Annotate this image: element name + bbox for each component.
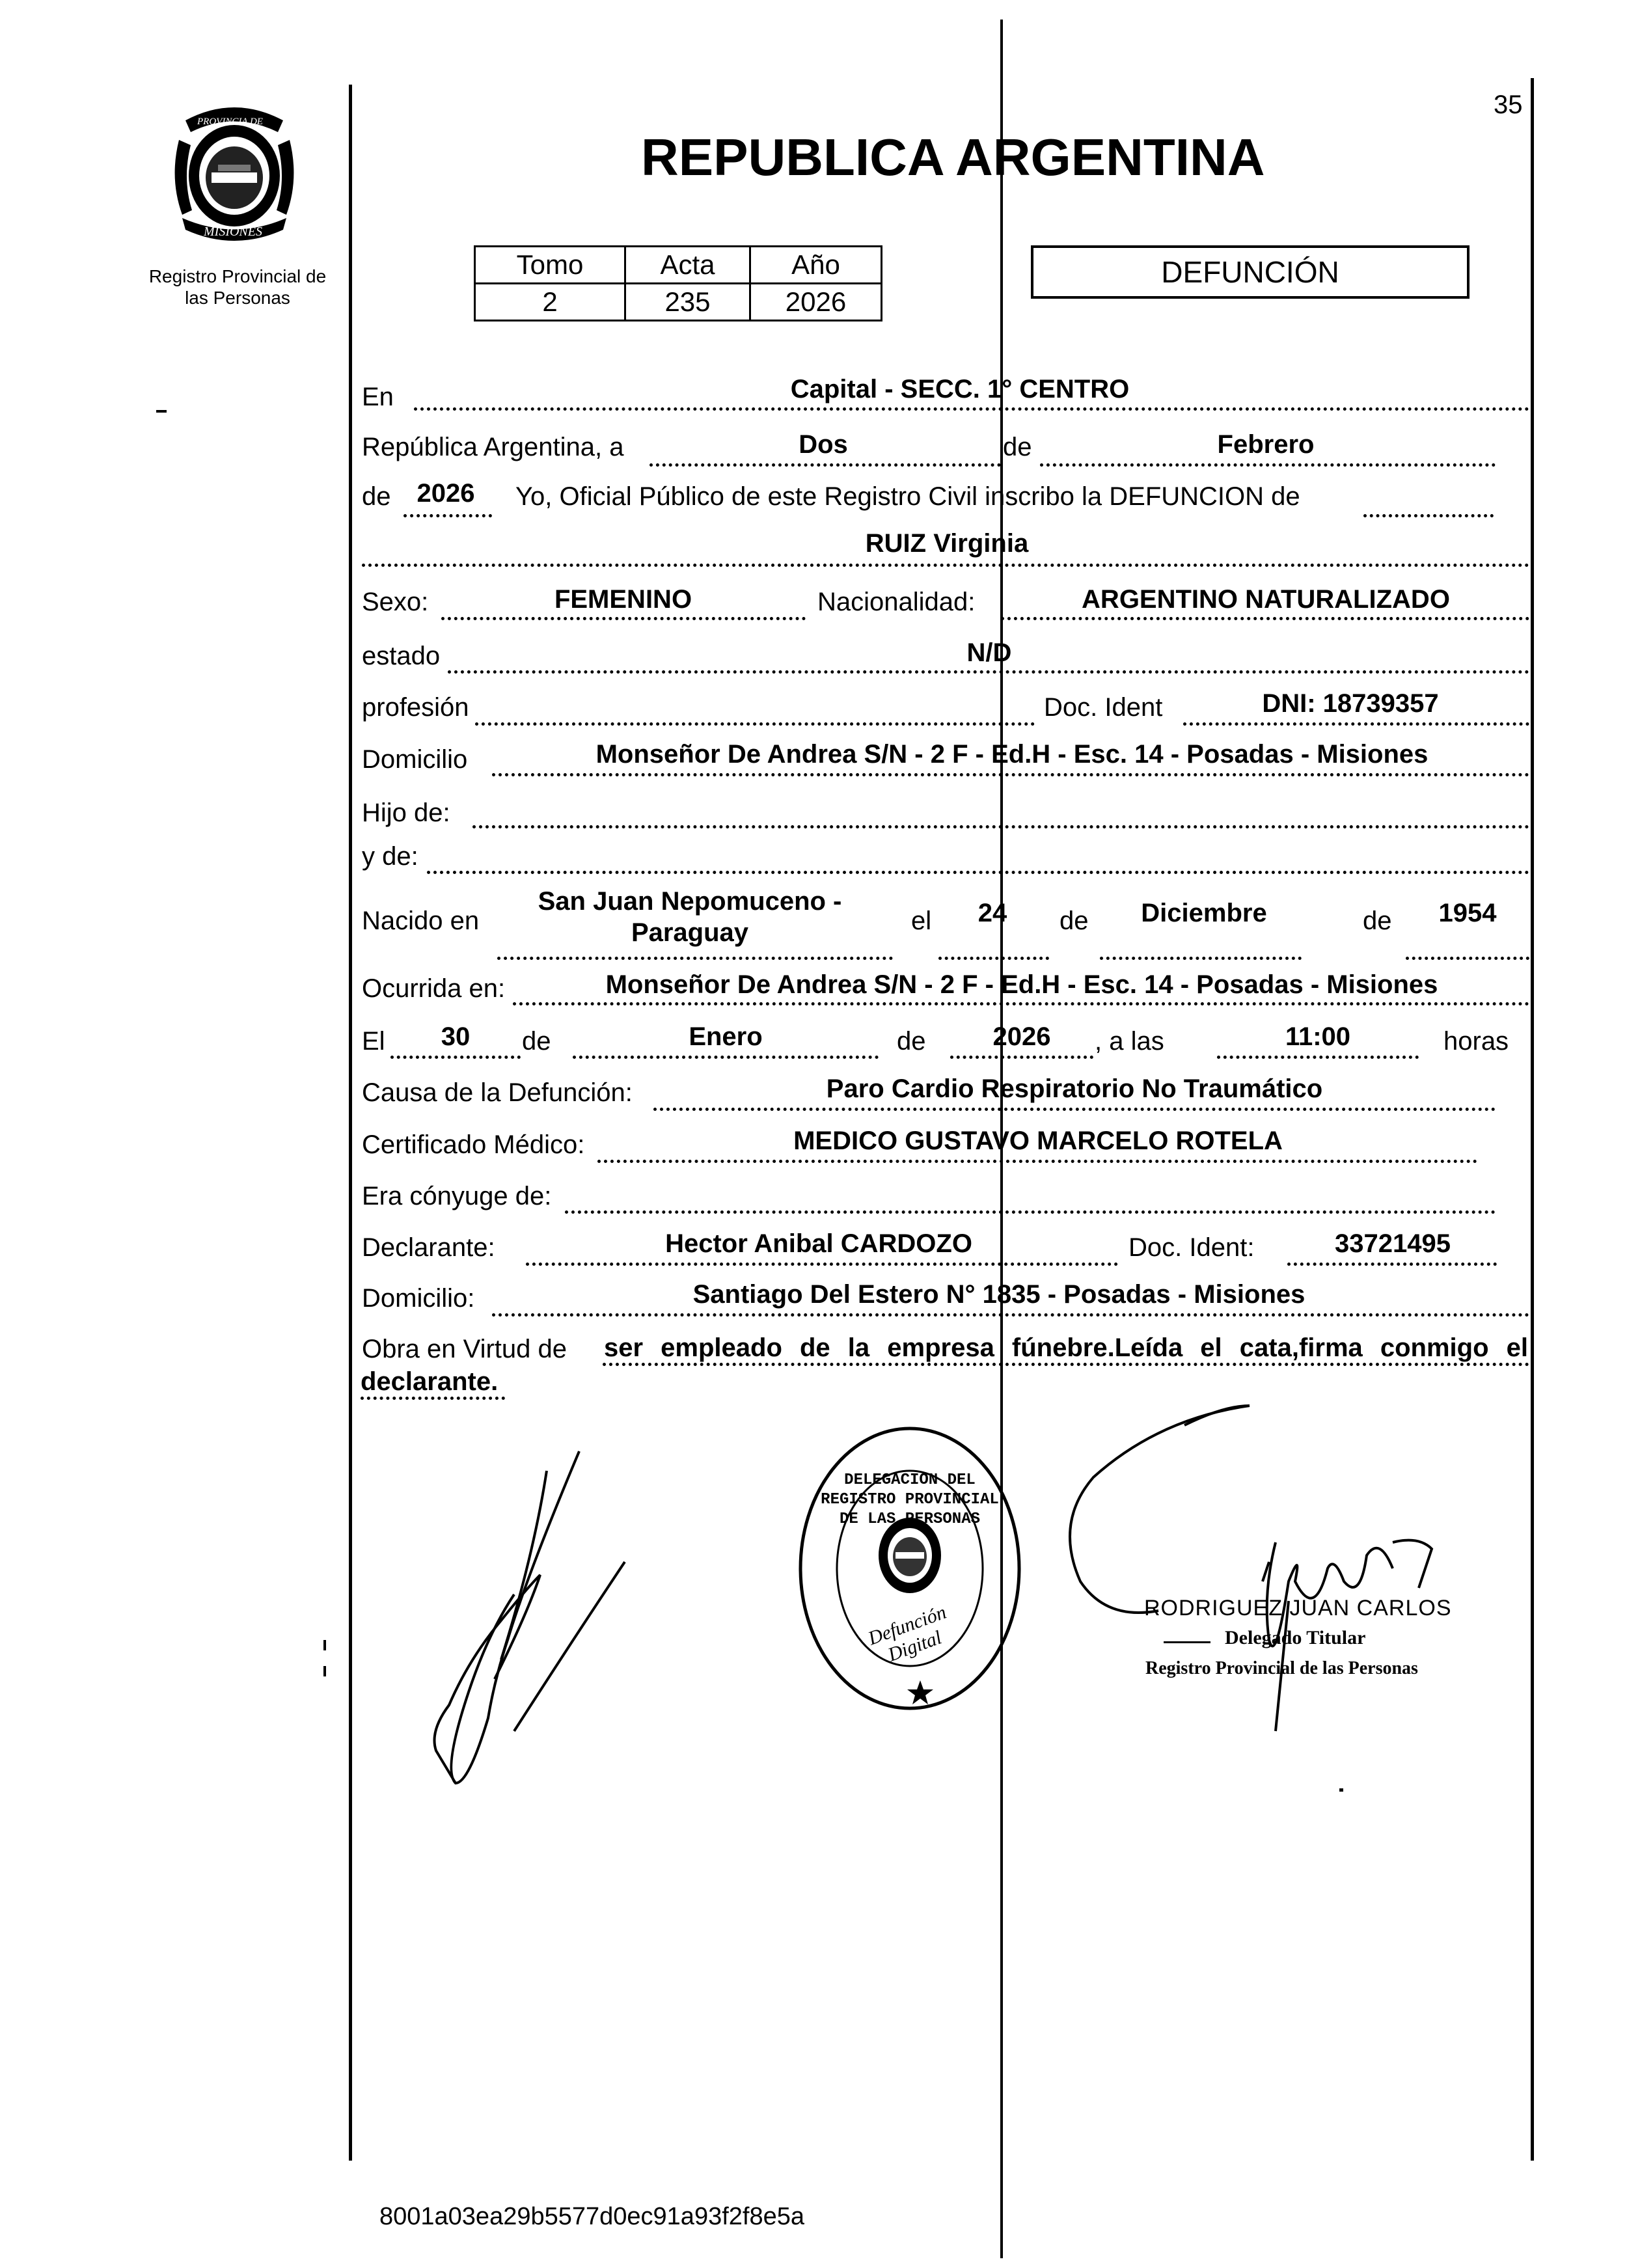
el2-label: El <box>362 1027 385 1056</box>
birth-day: 24 <box>978 899 1007 927</box>
stamp-ring-text: DELEGACION DEL REGISTRO PROVINCIAL DE LAS PERSONAS <box>821 1471 999 1528</box>
dom2-value: Santiago Del Estero N° 1835 - Posadas - Misiones <box>692 1280 1306 1309</box>
day-word: Dos <box>799 430 848 459</box>
nacido-label: Nacido en <box>362 907 480 935</box>
deceased-dots <box>362 564 1529 567</box>
declarante-value: Hector Anibal CARDOZO <box>665 1229 972 1258</box>
death-year: 2026 <box>992 1022 1051 1051</box>
official-signature <box>1054 1386 1484 1738</box>
de-label-2: de <box>362 482 391 511</box>
birth-year-dots <box>1406 957 1529 960</box>
death-time-dots <box>1217 1056 1419 1059</box>
horas-label: horas <box>1443 1027 1509 1056</box>
obra-dots-1 <box>603 1363 1529 1366</box>
page-number: 35 <box>1494 90 1523 119</box>
record-table <box>474 245 882 321</box>
right-margin-line <box>1531 78 1534 2161</box>
yde-dots <box>427 871 1529 874</box>
record-value-anio: 2026 <box>750 284 882 321</box>
death-day: 30 <box>441 1022 471 1051</box>
de-label-5: de <box>522 1027 551 1056</box>
sexo-dots <box>441 617 806 620</box>
nacido-place-line1: San Juan Nepomuceno - <box>538 887 842 916</box>
record-table-value-row <box>475 284 882 321</box>
birth-month-dots <box>1100 957 1302 960</box>
cert-dots <box>597 1160 1477 1163</box>
el-label: el <box>911 907 932 935</box>
ocurrida-dots <box>513 1002 1529 1005</box>
death-time: 11:00 <box>1285 1022 1351 1051</box>
estado-dots <box>448 670 1529 674</box>
nacido-place-dots <box>497 957 893 960</box>
signatory-role: Delegado Titular <box>1225 1627 1366 1648</box>
de-label-3: de <box>1060 907 1089 935</box>
signatory-office: Registro Provincial de las Personas <box>1145 1658 1418 1678</box>
death-month: Enero <box>689 1022 763 1051</box>
ocurrida-label: Ocurrida en: <box>362 974 506 1003</box>
record-header-acta: Acta <box>625 247 750 284</box>
month-dots <box>1040 463 1496 467</box>
day-dots <box>649 463 1001 467</box>
sexo-value: FEMENINO <box>554 585 692 614</box>
deceased-name: RUIZ Virginia <box>865 529 1029 558</box>
margin-dash <box>156 410 167 413</box>
document-hash: 8001a03ea29b5577d0ec91a93f2f8e5a <box>379 2203 804 2230</box>
nacionalidad-value: ARGENTINO NATURALIZADO <box>1082 585 1450 614</box>
doc-value: DNI: 18739357 <box>1262 689 1439 718</box>
doc-dots <box>1183 722 1529 726</box>
hijo-dots <box>472 825 1529 828</box>
doc-type-box <box>1031 245 1470 299</box>
death-month-dots <box>573 1056 879 1059</box>
cert-value: MEDICO GUSTAVO MARCELO ROTELA <box>793 1127 1283 1155</box>
record-header-anio: Año <box>750 247 882 284</box>
birth-year: 1954 <box>1438 899 1497 927</box>
mark-dot <box>1339 1788 1343 1792</box>
record-value-acta: 235 <box>625 284 750 321</box>
yde-label: y de: <box>362 842 418 871</box>
birth-month: Diciembre <box>1141 899 1267 927</box>
cert-label: Certificado Médico: <box>362 1130 585 1159</box>
signatory-role-line <box>1164 1641 1210 1643</box>
de-label-4: de <box>1363 907 1392 935</box>
nacido-place-line2: Paraguay <box>631 918 749 947</box>
doc2-dots <box>1287 1263 1497 1266</box>
profesion-label: profesión <box>362 693 469 722</box>
birth-day-dots <box>938 957 1049 960</box>
causa-dots <box>653 1108 1496 1111</box>
domicilio-label: Domicilio <box>362 745 468 774</box>
official-dots <box>1363 514 1494 517</box>
official-text: Yo, Oficial Público de este Registro Civil inscribo la DEFUNCION de <box>515 482 1300 511</box>
dom2-dots <box>492 1313 1529 1317</box>
obra-label: Obra en Virtud de <box>362 1335 567 1363</box>
en-label: En <box>362 383 394 411</box>
obra-text-line2: declarante. <box>361 1367 499 1396</box>
record-value-tomo: 2 <box>475 284 625 321</box>
doc2-value: 33721495 <box>1335 1229 1451 1258</box>
domicilio-dots <box>492 773 1529 776</box>
rep-label: República Argentina, a <box>362 433 624 461</box>
margin-tick <box>323 1640 326 1650</box>
profesion-dots <box>475 722 1035 726</box>
estado-label: estado <box>362 642 441 670</box>
de-label-6: de <box>897 1027 926 1056</box>
death-year-dots <box>950 1056 1093 1059</box>
death-day-dots <box>390 1056 521 1059</box>
seal-top-text: PROVINCIA DE <box>197 116 263 127</box>
declarante-dots <box>526 1263 1118 1266</box>
nacionalidad-dots <box>1001 617 1529 620</box>
causa-label: Causa de la Defunción: <box>362 1078 633 1107</box>
obra-text-line1: ser empleado de la empresa fúnebre.Leída el cata,firma conmigo el <box>604 1333 1528 1362</box>
year-value: 2026 <box>417 479 475 508</box>
place-dots <box>414 407 1529 411</box>
month-word: Febrero <box>1217 430 1315 459</box>
seal-bottom-text: MISIONES <box>204 225 262 239</box>
de-label-1: de <box>1003 433 1032 461</box>
year-dots <box>403 514 492 517</box>
record-header-tomo: Tomo <box>475 247 625 284</box>
registry-seal <box>166 101 303 251</box>
registry-name <box>130 266 345 308</box>
obra-dots-2 <box>361 1397 505 1400</box>
signatory-name: RODRIGUEZ JUAN CARLOS <box>1144 1596 1452 1620</box>
stamp-inner-text: Defunción Digital <box>865 1601 950 1666</box>
sexo-label: Sexo: <box>362 588 429 616</box>
doc-type: DEFUNCIÓN <box>1161 255 1339 289</box>
conyuge-label: Era cónyuge de: <box>362 1182 552 1210</box>
causa-value: Paro Cardio Respiratorio No Traumático <box>826 1074 1323 1103</box>
place-value: Capital - SECC. 1° CENTRO <box>790 375 1130 403</box>
domicilio-value: Monseñor De Andrea S/N - 2 F - Ed.H - Esc. 14 - Posadas - Misiones <box>595 740 1429 769</box>
registry-name-line2: las Personas <box>185 288 290 308</box>
left-margin-line <box>349 85 352 2161</box>
dom2-label: Domicilio: <box>362 1284 475 1313</box>
alas-label: , a las <box>1095 1027 1164 1056</box>
conyuge-dots <box>565 1210 1496 1214</box>
registry-name-line1: Registro Provincial de <box>148 266 327 286</box>
official-stamp <box>793 1419 1027 1718</box>
doc-label: Doc. Ident <box>1044 693 1163 722</box>
declarante-label: Declarante: <box>362 1233 495 1262</box>
declarant-signature <box>430 1445 638 1809</box>
page-title: REPUBLICA ARGENTINA <box>641 128 1265 186</box>
nacionalidad-label: Nacionalidad: <box>817 588 976 616</box>
margin-tick <box>323 1666 326 1676</box>
estado-value: N/D <box>966 638 1012 667</box>
record-table-header-row <box>475 247 882 284</box>
ocurrida-value: Monseñor De Andrea S/N - 2 F - Ed.H - Esc. 14 - Posadas - Misiones <box>605 970 1438 999</box>
doc2-label: Doc. Ident: <box>1128 1233 1255 1262</box>
hijo-label: Hijo de: <box>362 799 450 827</box>
